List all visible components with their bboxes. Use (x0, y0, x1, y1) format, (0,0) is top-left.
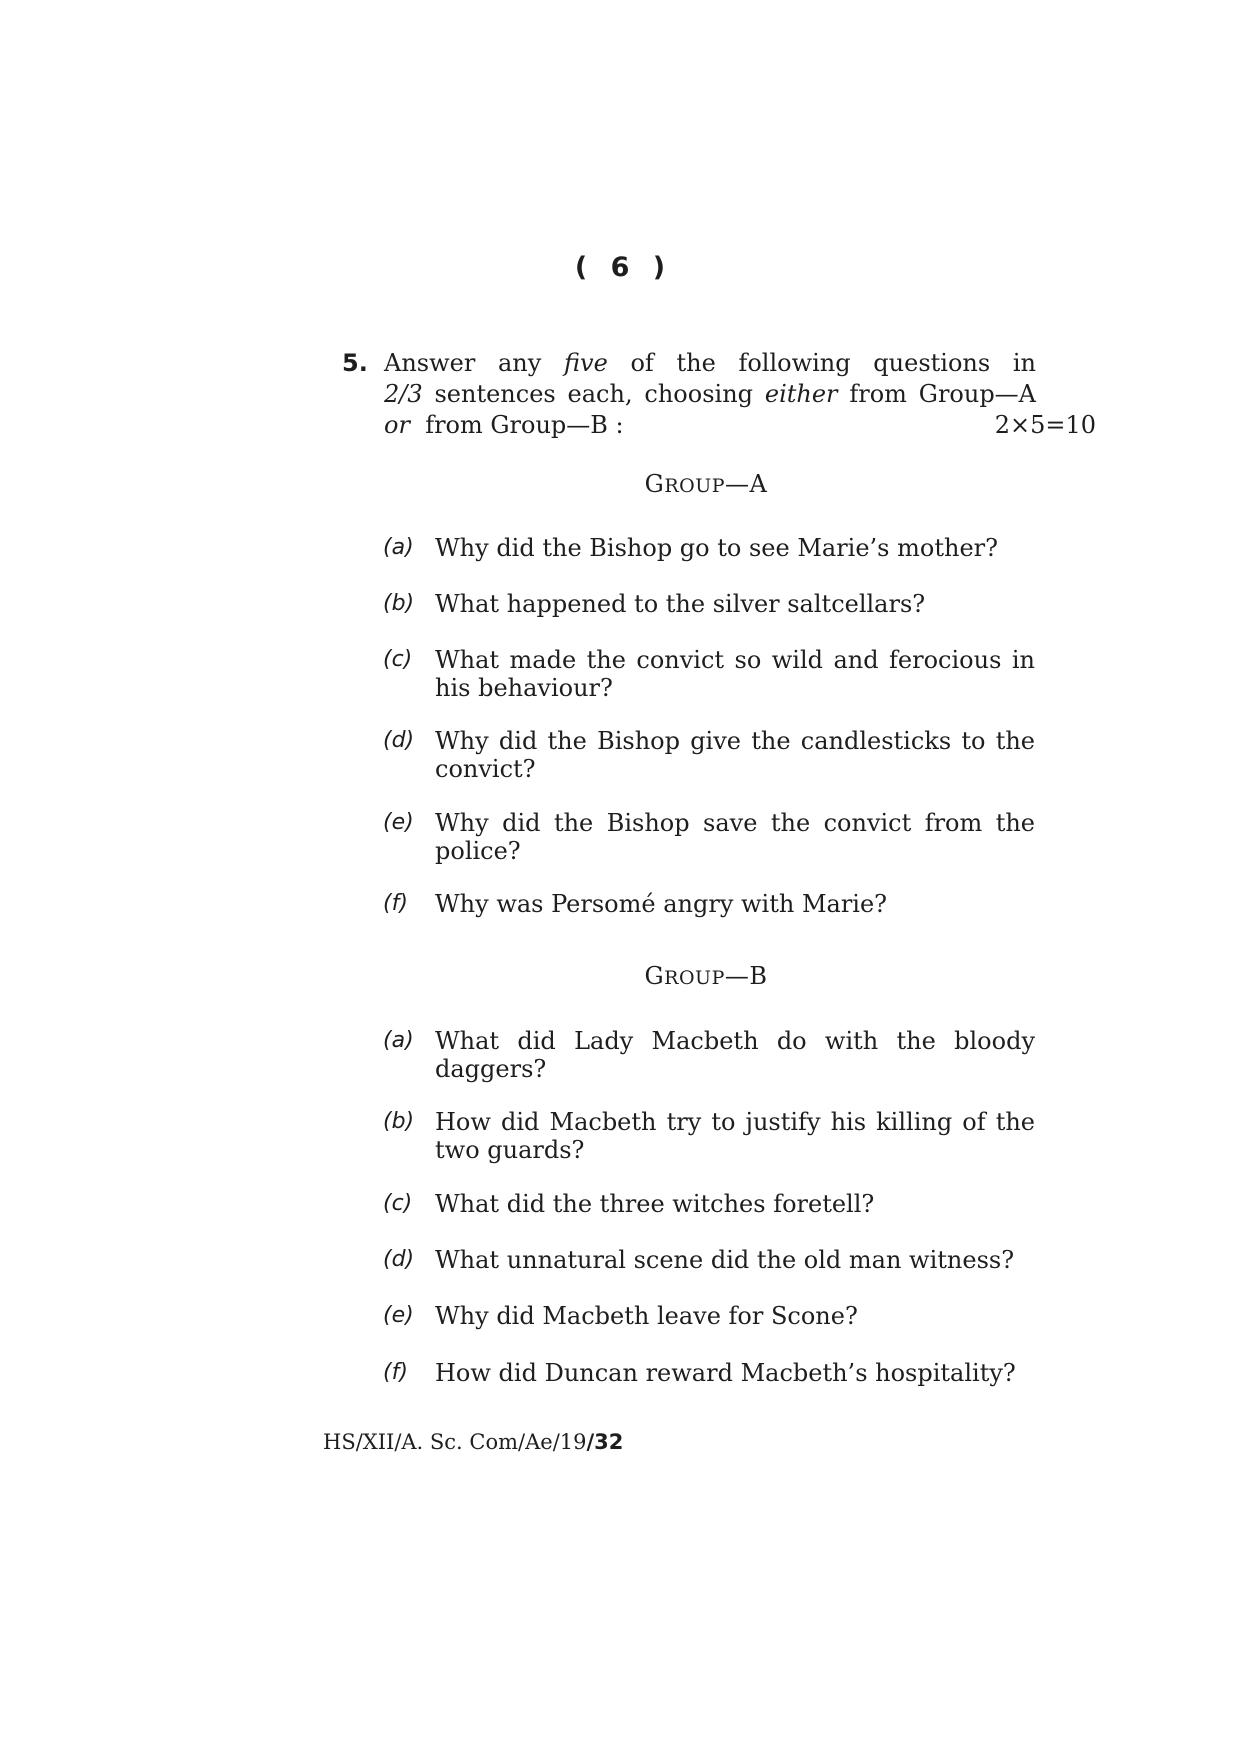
marks: 2×5=10 (994, 411, 1096, 439)
paper-code: HS/XII/A. Sc. Com/Ae/19/32 (323, 1430, 624, 1454)
list-item: (b) How did Macbeth try to justify his killing of the two guards? (383, 1108, 1035, 1164)
list-item: (f) How did Duncan reward Macbeth’s hospitality? (383, 1359, 1016, 1387)
page-number: ( 6 ) (574, 252, 668, 283)
list-item: (c) What made the convict so wild and ferocious in his behaviour? (383, 646, 1035, 702)
list-item: (b) What happened to the silver saltcellars? (383, 590, 926, 618)
list-item: (f) Why was Persomé angry with Marie? (383, 890, 888, 918)
instruction-line-1: Answer any five of the following questions in (384, 349, 1036, 377)
list-item: (c) What did the three witches foretell? (383, 1190, 875, 1218)
list-item: (d) Why did the Bishop give the candlesticks to the convict? (383, 727, 1035, 783)
list-item: (a) What did Lady Macbeth do with the bloody daggers? (383, 1027, 1035, 1083)
list-item: (d) What unnatural scene did the old man witness? (383, 1246, 1015, 1274)
instruction-line-2: 2/3 sentences each, choosing either from Group—A (384, 380, 1037, 408)
question-number: 5. (342, 349, 368, 377)
instruction-line-3: or from Group—B : 2×5=10 (384, 411, 1096, 439)
question-5 (342, 348, 1096, 441)
question-instructions (384, 348, 1096, 441)
list-item: (e) Why did Macbeth leave for Scone? (383, 1302, 858, 1330)
list-item: (a) Why did the Bishop go to see Marie’s mother? (383, 534, 998, 562)
group-a-heading: GROUP—A (644, 470, 768, 498)
group-b-heading: GROUP—B (644, 962, 768, 990)
list-item: (e) Why did the Bishop save the convict from the police? (383, 809, 1035, 865)
